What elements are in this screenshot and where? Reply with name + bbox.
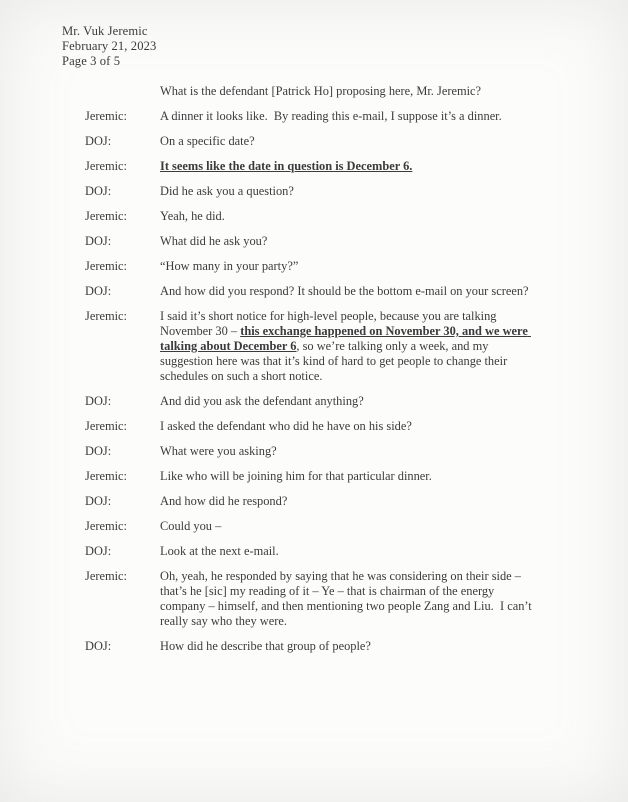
- dialogue-text: [160, 639, 532, 654]
- transcript-entry: [85, 469, 532, 484]
- dialogue-text: [160, 419, 532, 434]
- speaker-label: DOJ:: [85, 639, 112, 653]
- speaker-label: DOJ:: [85, 134, 112, 148]
- speaker-label: Jeremic:: [85, 419, 127, 433]
- plain-text: And how did he respond?: [160, 494, 288, 508]
- emphasized-text: It seems like the date in question is December 6.: [160, 159, 413, 173]
- dialogue-text: [160, 519, 532, 534]
- plain-text: What were you asking?: [160, 444, 277, 458]
- transcript: [85, 84, 535, 664]
- speaker-label: Jeremic:: [85, 209, 127, 223]
- dialogue-text: [160, 309, 532, 384]
- plain-text: What is the defendant [Patrick Ho] proposing here, Mr. Jeremic?: [160, 84, 482, 98]
- transcript-entry: [85, 159, 532, 174]
- header-witness-name: Mr. Vuk Jeremic: [62, 24, 148, 38]
- plain-text: , so we’re talking only a week, and my suggestion here was that it’s kind of hard to get people to change their schedules on such a short notice.: [160, 339, 511, 383]
- speaker-label: DOJ:: [85, 544, 112, 558]
- plain-text: Did he ask you a question?: [160, 184, 294, 198]
- transcript-entry: [85, 639, 532, 654]
- speaker-label: Jeremic:: [85, 309, 127, 323]
- speaker-label: Jeremic:: [85, 159, 127, 173]
- header-date: February 21, 2023: [62, 39, 157, 53]
- speaker-label: [85, 84, 160, 99]
- emphasized-text: this exchange happened on November 30, and we were talking about December 6: [160, 324, 531, 353]
- plain-text: Yeah, he did.: [160, 209, 225, 223]
- speaker-label: DOJ:: [85, 444, 112, 458]
- speaker-label: DOJ:: [85, 184, 112, 198]
- speaker-label: Jeremic:: [85, 259, 127, 273]
- plain-text: On a specific date?: [160, 134, 255, 148]
- dialogue-text: [160, 234, 532, 249]
- plain-text: I said it’s short notice for high-level people, because you are talking November 30 –: [160, 309, 500, 338]
- plain-text: Oh, yeah, he responded by saying that he was considering on their side – that’s he [sic] my reading of it – Ye – that is chairman of the energy company – himself, and then mentioning two people Zang and Liu. I can’t really say who they were.: [160, 569, 535, 628]
- dialogue-text: [160, 494, 532, 509]
- transcript-entry: [85, 209, 532, 224]
- plain-text: What did he ask you?: [160, 234, 268, 248]
- dialogue-text: [160, 109, 532, 124]
- speaker-label: DOJ:: [85, 494, 112, 508]
- transcript-entry: [85, 394, 532, 409]
- transcript-entry: [85, 494, 532, 509]
- dialogue-text: [160, 159, 532, 174]
- plain-text: Could you –: [160, 519, 222, 533]
- transcript-entry: [85, 234, 532, 249]
- transcript-entry: [85, 569, 535, 629]
- speaker-label: DOJ:: [85, 284, 112, 298]
- transcript-entry: [85, 134, 532, 149]
- transcript-entry: [85, 419, 532, 434]
- speaker-label: DOJ:: [85, 234, 112, 248]
- transcript-entry: [85, 519, 532, 534]
- dialogue-text: [160, 284, 532, 299]
- plain-text: Look at the next e-mail.: [160, 544, 279, 558]
- plain-text: I asked the defendant who did he have on his side?: [160, 419, 412, 433]
- dialogue-text: [160, 569, 535, 629]
- plain-text: And how did you respond? It should be the bottom e-mail on your screen?: [160, 284, 529, 298]
- plain-text: How did he describe that group of people?: [160, 639, 371, 653]
- speaker-label: Jeremic:: [85, 469, 127, 483]
- dialogue-text: [160, 209, 532, 224]
- plain-text: Like who will be joining him for that particular dinner.: [160, 469, 432, 483]
- transcript-entry: [85, 544, 532, 559]
- dialogue-text: [160, 394, 532, 409]
- plain-text: “How many in your party?”: [160, 259, 299, 273]
- speaker-label: Jeremic:: [85, 519, 127, 533]
- dialogue-text: [160, 259, 532, 274]
- speaker-label: Jeremic:: [85, 109, 127, 123]
- dialogue-text: [160, 184, 532, 199]
- dialogue-text: [160, 444, 532, 459]
- dialogue-text: [160, 84, 532, 99]
- transcript-entry: [85, 184, 532, 199]
- speaker-label: Jeremic:: [85, 569, 127, 583]
- dialogue-text: [160, 544, 532, 559]
- dialogue-text: [160, 134, 532, 149]
- speaker-label: DOJ:: [85, 394, 112, 408]
- plain-text: A dinner it looks like. By reading this e-mail, I suppose it’s a dinner.: [160, 109, 502, 123]
- transcript-entry: [85, 284, 532, 299]
- page-header: [62, 24, 156, 69]
- transcript-entry: [85, 309, 532, 384]
- transcript-entry: [85, 259, 532, 274]
- transcript-entry: [85, 109, 532, 124]
- header-page-number: Page 3 of 5: [62, 54, 121, 68]
- plain-text: And did you ask the defendant anything?: [160, 394, 364, 408]
- transcript-entry: [85, 84, 532, 99]
- dialogue-text: [160, 469, 532, 484]
- transcript-entry: [85, 444, 532, 459]
